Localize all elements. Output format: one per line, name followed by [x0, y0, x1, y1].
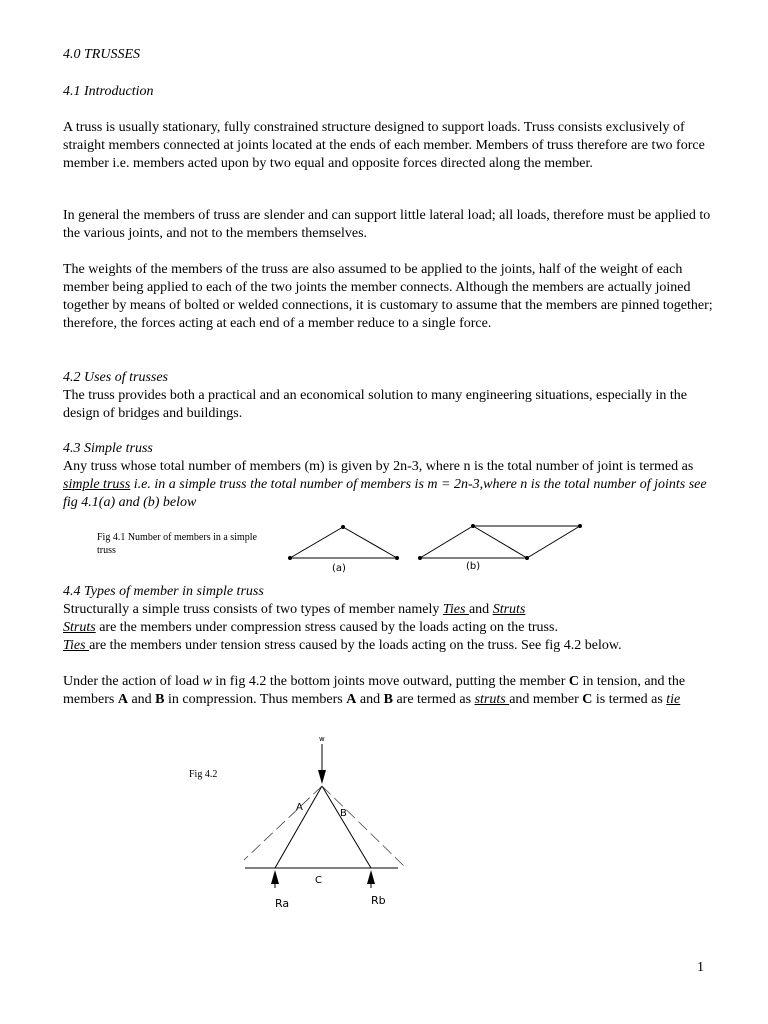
load-arrow-head [318, 770, 326, 784]
truss-member [290, 527, 343, 558]
text-run: Under the action of load [63, 674, 203, 689]
member-a: A [117, 692, 128, 707]
text-run: Any truss whose total number of members (m) is given by 2n-3, where n is the total number of joint is termed as [63, 459, 694, 474]
section-4-2-heading: 4.2 Uses of trusses [63, 370, 169, 385]
fig-4-1b-label: (b) [466, 561, 481, 572]
joint [472, 525, 475, 528]
section-4-1-paragraph-1: A truss is usually stationary, fully constrained structure designed to support loads. Truss consists exclusively of straight members connected at joints located at the ends of each member. Members of truss therefore are two force member i.e. members acted upon by two equal and opposite forces directed along the member. [63, 120, 705, 171]
fig-4-2-rb-label: Rb [371, 894, 386, 907]
text-run: Structurally a simple truss consists of two types of member namely [63, 602, 443, 617]
member-b: B [155, 692, 165, 707]
section-4-3-heading: 4.3 Simple truss [63, 441, 153, 456]
member-c: C [568, 674, 579, 689]
text-run: and [468, 602, 493, 617]
reaction-ra-arrow [271, 870, 279, 884]
section-4-1-paragraph-3: The weights of the members of the truss are also assumed to be applied to the joints, half of the weight of each member being applied to each of the two joints the member connects. Although the members are actually joined together by means of bolted or welded connections, it is customary to assume that the members are pinned together; therefore, the forces acting at each end of a member reduce to a single force. [63, 262, 713, 331]
text-run: is termed as [592, 692, 667, 707]
struts-term: Struts [63, 620, 96, 635]
text-run: are the members under compression stress caused by the loads acting on the truss. [95, 620, 558, 635]
section-4-1-paragraph-2: In general the members of truss are slender and can support little lateral load; all loads, therefore must be applied to the various joints, and not to the members themselves. [63, 208, 711, 241]
joint [579, 525, 582, 528]
text-run: in compression. Thus members [164, 692, 347, 707]
joint [396, 557, 399, 560]
struts-term: Struts [492, 602, 526, 617]
fig-4-1b-truss [419, 525, 582, 560]
member-a: A [346, 692, 357, 707]
member-a-line [275, 786, 322, 868]
fig-4-2-diagram [244, 744, 404, 888]
deformed-shape-left [244, 786, 322, 860]
joint [526, 557, 529, 560]
page-number: 1 [697, 960, 704, 975]
joint [289, 557, 292, 560]
truss-member [420, 526, 473, 558]
load-w: w [202, 674, 212, 689]
simple-truss-term: simple truss [63, 477, 131, 492]
fig-4-2-caption: Fig 4.2 [189, 769, 218, 780]
tie-term: tie [666, 692, 681, 707]
fig-4-1-caption: Fig 4.1 Number of members in a simple truss [97, 532, 257, 556]
text-run: in tension, and the members [63, 674, 686, 707]
text-run: are the members under tension stress caused by the loads acting on the truss. See fig 4.2 below. [89, 638, 622, 653]
text-run: and [127, 692, 156, 707]
joint [419, 557, 422, 560]
text-run: i.e. in a simple truss the total number of members is m = 2n-3,where n is the total number of joints see fig 4.1(a) and (b) below [63, 477, 707, 510]
text-run: and [356, 692, 384, 707]
fig-4-2-c-label: C [315, 875, 322, 886]
ties-term: Ties [442, 602, 469, 617]
section-4-2-paragraph: The truss provides both a practical and an economical solution to many engineering situations, especially in the design of bridges and buildings. [63, 388, 687, 421]
member-b: B [383, 692, 393, 707]
text-run: are termed as [392, 692, 475, 707]
fig-4-2-a-label: A [296, 802, 303, 813]
fig-4-2-w-label: w [319, 735, 325, 743]
fig-4-1a-truss [289, 526, 399, 560]
fig-4-2-ra-label: Ra [275, 897, 290, 910]
struts-term: struts [474, 692, 510, 707]
truss-member [527, 526, 580, 558]
fig-4-1a-label: (a) [332, 563, 346, 574]
text-run: in fig 4.2 the bottom joints move outward, putting the member [211, 674, 569, 689]
text-run: and member [509, 692, 583, 707]
truss-member [473, 526, 527, 558]
truss-member [343, 527, 397, 558]
document-title: 4.0 TRUSSES [63, 47, 140, 62]
member-c: C [582, 692, 593, 707]
ties-term: Ties [63, 638, 90, 653]
fig-4-2-b-label: B [340, 808, 347, 819]
reaction-rb-arrow [367, 870, 375, 884]
section-4-1-heading: 4.1 Introduction [63, 84, 154, 99]
section-4-4-heading: 4.4 Types of member in simple truss [63, 584, 264, 599]
joint [342, 526, 345, 529]
